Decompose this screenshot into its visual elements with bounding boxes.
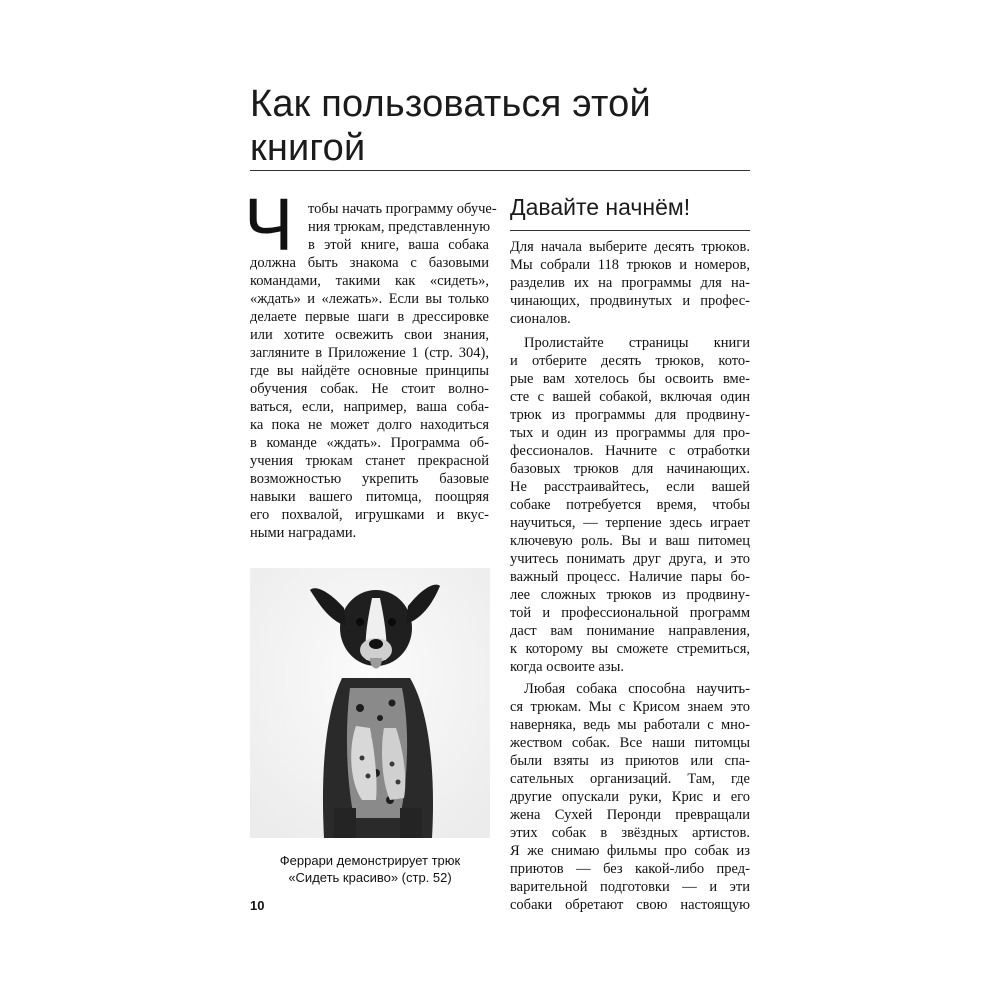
left-text-line: должна быть знакома с базовыми (250, 255, 489, 271)
right-text-line: той и профессиональной программ (510, 605, 750, 621)
section-heading: Давайте начнём! (510, 194, 691, 220)
right-text-line: собаки обретают свою настоящую (510, 897, 750, 913)
right-text-line: сательных организаций. Там, где (510, 771, 750, 787)
left-text-line: возможностью укрепить базовые (250, 471, 489, 487)
right-text-line: собаке потребуется время, чтобы (510, 497, 750, 513)
right-text-line: Не расстраивайтесь, если вашей (510, 479, 750, 495)
left-text-line: его похвалой, игрушками и вкус- (250, 507, 489, 523)
title-divider (250, 170, 750, 171)
right-text-line: Я же снимаю фильмы про собак из (510, 843, 750, 859)
right-text-line: разделив их на программы для на- (510, 275, 750, 291)
left-text-line: тобы начать программу обуче- (308, 201, 497, 217)
right-text-line: были взяты из приютов или спа- (510, 753, 750, 769)
right-text-line: ся трюкам. Мы с Крисом знаем это (510, 699, 750, 715)
dog-photo (250, 568, 490, 838)
right-text-line: другие опускали руки, Крис и его (510, 789, 750, 805)
right-text-line: сионалов. (510, 311, 571, 327)
right-text-line: наверняка, ведь мы работали с мно- (510, 717, 750, 733)
left-text-line: ка пока не может долго находиться (250, 417, 489, 433)
drop-cap-letter: Ч (244, 183, 294, 266)
left-text-line: где вы найдёте основные принципы (250, 363, 489, 379)
page-number: 10 (250, 898, 265, 913)
left-text-line: в этой книге, ваша собака (308, 237, 489, 253)
right-text-line: важный процесс. Наличие пары бо- (510, 569, 750, 585)
right-text-line: приютов — без какой-либо пред- (510, 861, 750, 877)
left-text-line: обучения собак. Не стоит волно- (250, 381, 489, 397)
right-text-line: жена Сухей Перонди превращали (510, 807, 750, 823)
page-title-line-2: книгой (250, 127, 366, 169)
page-title-line-1: Как пользоваться этой (250, 83, 651, 125)
left-text-line: загляните в Приложение 1 (стр. 304), (250, 345, 489, 361)
right-text-line: и отберите десять трюков, кото- (510, 353, 750, 369)
left-text-line: или хотите освежить свои знания, (250, 327, 489, 343)
left-text-line: командами, такими как «сидеть», (250, 273, 489, 289)
right-text-line: чинающих, продвинутых и профес- (510, 293, 750, 309)
right-text-line: лее сложных трюков из продвину- (510, 587, 750, 603)
left-text-line: ными наградами. (250, 525, 357, 541)
right-text-line: Любая собака способна научить- (524, 681, 750, 697)
page-title (250, 82, 651, 170)
right-text-line: трюк из программы для продвину- (510, 407, 750, 423)
right-text-line: научиться, — терпение здесь играет (510, 515, 750, 531)
section-heading-divider (510, 230, 750, 231)
right-text-line: Пролистайте страницы книги (524, 335, 750, 351)
photo-caption-line-1: Феррари демонстрирует трюк (279, 853, 461, 868)
right-text-line: фессионалов. Начните с отработки (510, 443, 750, 459)
left-text-line: учения трюкам станет прекрасной (250, 453, 489, 469)
right-text-line: ключевую роль. Вы и ваш питомец (510, 533, 750, 549)
right-text-line: Мы собрали 118 трюков и номеров, (510, 257, 750, 273)
photo-caption-line-2: «Сидеть красиво» (стр. 52) (288, 870, 452, 885)
right-text-line: базовых трюков для начинающих. (510, 461, 750, 477)
right-text-line: когда освоите азы. (510, 659, 624, 675)
left-text-line: «ждать» и «лежать». Если вы только (250, 291, 489, 307)
left-text-line: ния трюкам, представленную (308, 219, 491, 235)
right-text-line: тых и один из программы для про- (510, 425, 750, 441)
right-text-line: жеством собак. Все наши питомцы (510, 735, 750, 751)
right-text-line: варительной подготовки — и эти (510, 879, 750, 895)
right-text-line: рые вам хотелось бы освоить вме- (510, 371, 750, 387)
left-text-line: делаете первые шаги в дрессировке (250, 309, 489, 325)
right-text-line: этих собак в звёздных артистов. (510, 825, 750, 841)
right-text-line: сте с вашей собакой, включая один (510, 389, 750, 405)
left-text-line: в команде «ждать». Программа об- (250, 435, 489, 451)
right-text-line: учитесь понимать друг друга, и это (510, 551, 750, 567)
right-text-line: даст вам понимание направления, (510, 623, 750, 639)
left-text-line: навыки вашего питомца, поощряя (250, 489, 489, 505)
left-text-line: ваться, если, например, ваша соба- (250, 399, 489, 415)
right-text-line: к которому вы сможете стремиться, (510, 641, 750, 657)
right-text-line: Для начала выберите десять трюков. (510, 239, 750, 255)
dog-illustration (250, 568, 490, 838)
